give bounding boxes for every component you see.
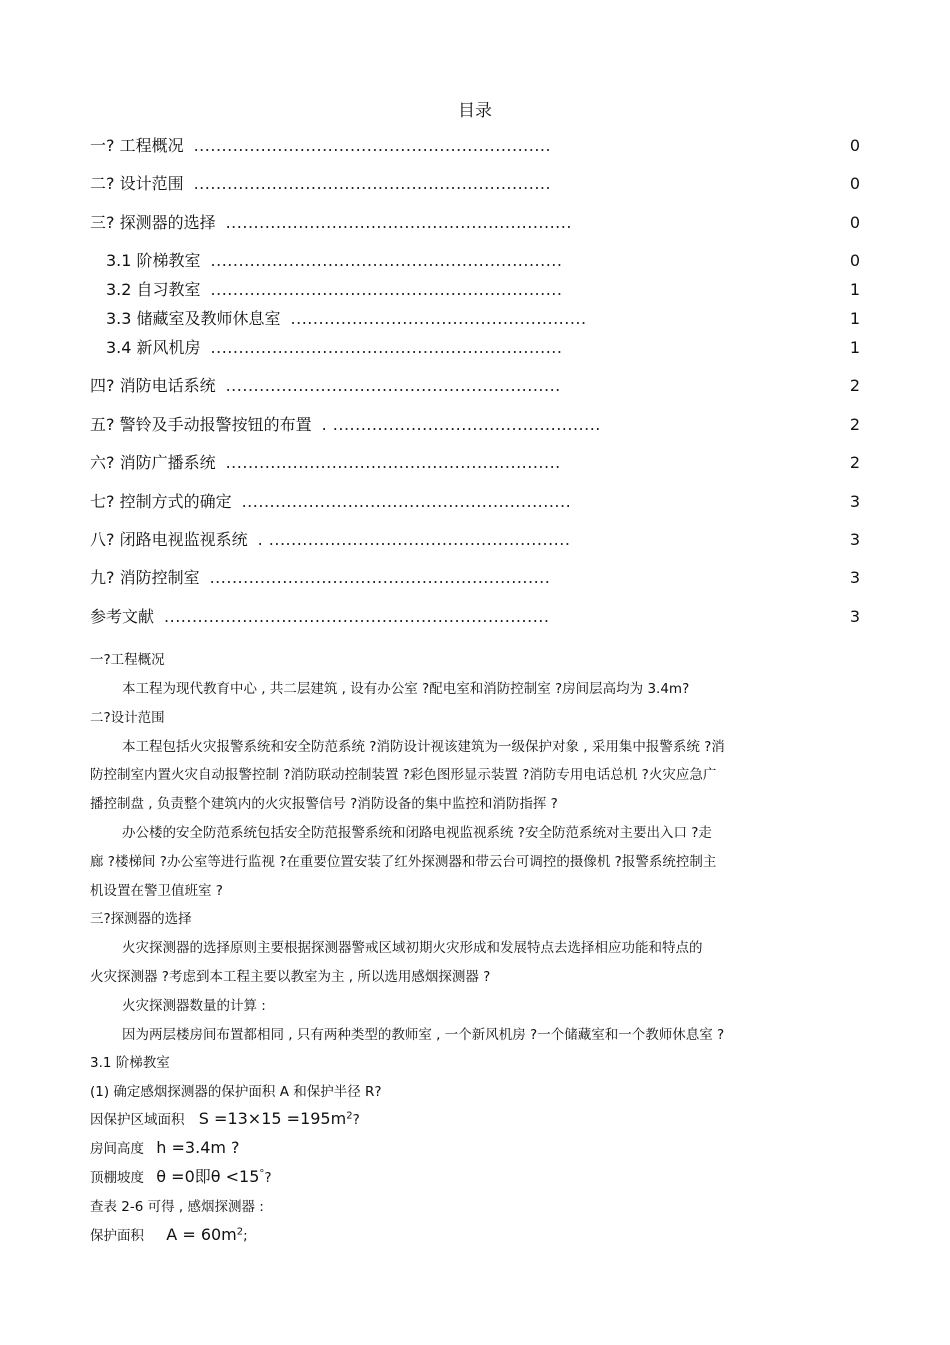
toc-entry[interactable] bbox=[90, 566, 860, 590]
paragraph-overview: 本工程为现代教育中心 , 共二层建筑 , 设有办公室 ?配电室和消防控制室 ?房间层高均为 3.4m? bbox=[122, 681, 690, 697]
toc-entry-leader: .............................................................. bbox=[225, 213, 572, 232]
toc-entry[interactable] bbox=[90, 374, 860, 398]
toc-entry-label: 六? 消防广播系统 bbox=[90, 453, 216, 472]
paragraph-scope-line-2: 防控制室内置火灾自动报警控制 ?消防联动控制装置 ?彩色图形显示装置 ?消防专用电话总机 ?火灾应急广 bbox=[90, 767, 717, 783]
toc-entry-page: 3 bbox=[849, 530, 860, 549]
toc-entry-label: 九? 消防控制室 bbox=[90, 568, 200, 587]
toc-entry-leader: . ................................................ bbox=[321, 415, 601, 434]
toc-entry-label: 七? 控制方式的确定 bbox=[90, 492, 232, 511]
subsection-heading-3-1: 3.1 阶梯教室 bbox=[90, 1055, 170, 1071]
toc-entry[interactable] bbox=[106, 336, 860, 360]
paragraph-rooms: 因为两层楼房间布置都相同 , 只有两种类型的教师室 , 一个新风机房 ?一个储藏室和一个教师休息室 ? bbox=[122, 1027, 725, 1043]
toc-entry[interactable] bbox=[90, 605, 860, 629]
toc-entry-label: 3.1 阶梯教室 bbox=[106, 251, 201, 270]
toc-entry-label: 四? 消防电话系统 bbox=[90, 376, 216, 395]
toc-entry-page: 1 bbox=[849, 280, 860, 299]
toc-entry-leader: ............................................................... bbox=[210, 338, 563, 357]
toc-entry[interactable] bbox=[106, 278, 860, 302]
slope-tail: ? bbox=[264, 1170, 272, 1186]
height-expression: h =3.4m ? bbox=[156, 1138, 240, 1157]
toc-entry-label: 三? 探测器的选择 bbox=[90, 213, 216, 232]
toc-entry-page: 2 bbox=[849, 415, 860, 434]
toc-entry-label: 八? 闭路电视监视系统 bbox=[90, 530, 248, 549]
toc-entry-page: 0 bbox=[849, 251, 860, 270]
paragraph-security-line-2: 廊 ?楼梯间 ?办公室等进行监视 ?在重要位置安装了红外探测器和带云台可调控的摄像机 ?报警系统控制主 bbox=[90, 854, 717, 870]
area-label: 因保护区域面积 bbox=[90, 1112, 185, 1128]
toc-entry-leader: ..................................................................... bbox=[164, 607, 550, 626]
toc-entry-label: 参考文献 bbox=[90, 607, 155, 626]
section-heading-3: 三?探测器的选择 bbox=[90, 911, 192, 927]
toc-title: 目录 bbox=[458, 101, 492, 121]
paragraph-security-line-3: 机设置在警卫值班室 ? bbox=[90, 883, 223, 899]
section-heading-1: 一?工程概况 bbox=[90, 652, 165, 668]
slope-formula bbox=[90, 1164, 272, 1187]
toc-entry[interactable] bbox=[90, 413, 860, 437]
paragraph-scope-line-1: 本工程包括火灾报警系统和安全防范系统 ?消防设计视该建筑为一级保护对象 , 采用集中报警系统 ?消 bbox=[122, 739, 725, 755]
toc-entry-page: 0 bbox=[849, 213, 860, 232]
toc-entry-page: 3 bbox=[849, 568, 860, 587]
protection-area-label: 保护面积 bbox=[90, 1228, 144, 1244]
toc-entry-leader: ................................................................ bbox=[193, 174, 552, 193]
area-expression: S =13×15 =195m bbox=[198, 1109, 347, 1128]
toc-entry-leader: ................................................................ bbox=[193, 136, 552, 155]
toc-entry-leader: ............................................................... bbox=[210, 280, 563, 299]
step-1: (1) 确定感烟探测器的保护面积 A 和保护半径 R? bbox=[90, 1084, 382, 1100]
toc-entry-label: 3.4 新风机房 bbox=[106, 338, 201, 357]
toc-entry-page: 0 bbox=[849, 174, 860, 193]
toc-entry[interactable] bbox=[90, 134, 860, 158]
toc-entry-page: 1 bbox=[849, 309, 860, 328]
paragraph-scope-line-3: 播控制盘 , 负责整个建筑内的火灾报警信号 ?消防设备的集中监控和消防指挥 ? bbox=[90, 796, 558, 812]
protection-area-tail: ; bbox=[243, 1228, 248, 1244]
protection-area-expression: A = 60m bbox=[166, 1225, 237, 1244]
section-heading-2: 二?设计范围 bbox=[90, 710, 165, 726]
slope-label: 顶棚坡度 bbox=[90, 1170, 144, 1186]
paragraph-security-line-1: 办公楼的安全防范系统包括安全防范报警系统和闭路电视监视系统 ?安全防范系统对主要出入口 ?走 bbox=[122, 825, 712, 841]
height-label: 房间高度 bbox=[90, 1141, 144, 1157]
toc-entry[interactable] bbox=[106, 249, 860, 273]
toc-entry-page: 2 bbox=[849, 376, 860, 395]
protection-area-superscript: 2 bbox=[236, 1226, 244, 1238]
paragraph-calc-heading: 火灾探测器数量的计算 : bbox=[122, 998, 266, 1014]
toc-entry-label: 一? 工程概况 bbox=[90, 136, 184, 155]
area-tail: ? bbox=[352, 1112, 360, 1128]
toc-entry[interactable] bbox=[90, 528, 860, 552]
toc-entry-leader: ............................................................ bbox=[225, 376, 561, 395]
toc-entry[interactable] bbox=[90, 490, 860, 514]
toc-entry-page: 3 bbox=[849, 607, 860, 626]
paragraph-detector-line-1: 火灾探测器的选择原则主要根据探测器警戒区域初期火灾形成和发展特点去选择相应功能和特点的 bbox=[122, 940, 703, 956]
toc-entry-label: 3.2 自习教室 bbox=[106, 280, 201, 299]
height-formula bbox=[90, 1137, 240, 1157]
toc-entry-leader: ............................................................. bbox=[209, 568, 551, 587]
toc-entry-label: 3.3 储藏室及教师休息室 bbox=[106, 309, 281, 328]
toc-entry-page: 1 bbox=[849, 338, 860, 357]
area-superscript: 2 bbox=[346, 1110, 353, 1122]
slope-expression: θ =0即θ <15 bbox=[156, 1167, 260, 1186]
toc-entry[interactable] bbox=[90, 451, 860, 475]
toc-entry-leader: . ...................................................... bbox=[257, 530, 571, 549]
toc-entry-label: 二? 设计范围 bbox=[90, 174, 184, 193]
toc-entry-leader: ............................................................... bbox=[210, 251, 563, 270]
toc-entry-leader: ........................................................... bbox=[241, 492, 572, 511]
toc-entry[interactable] bbox=[90, 172, 860, 196]
toc-entry-page: 2 bbox=[849, 453, 860, 472]
toc-entry[interactable] bbox=[106, 307, 860, 331]
protection-area-formula bbox=[90, 1224, 248, 1244]
toc-entry-page: 0 bbox=[849, 136, 860, 155]
paragraph-detector-line-2: 火灾探测器 ?考虑到本工程主要以教室为主 , 所以选用感烟探测器 ? bbox=[90, 969, 491, 985]
toc-entry-label: 五? 警铃及手动报警按钮的布置 bbox=[90, 415, 312, 434]
toc-entry-leader: ............................................................ bbox=[225, 453, 561, 472]
toc-entry-leader: ..................................................... bbox=[290, 309, 587, 328]
slope-superscript: ° bbox=[259, 1168, 265, 1180]
toc-entry[interactable] bbox=[90, 211, 860, 235]
lookup-line: 查表 2-6 可得 , 感烟探测器 : bbox=[90, 1199, 264, 1215]
toc-entry-page: 3 bbox=[849, 492, 860, 511]
area-formula bbox=[90, 1108, 360, 1128]
